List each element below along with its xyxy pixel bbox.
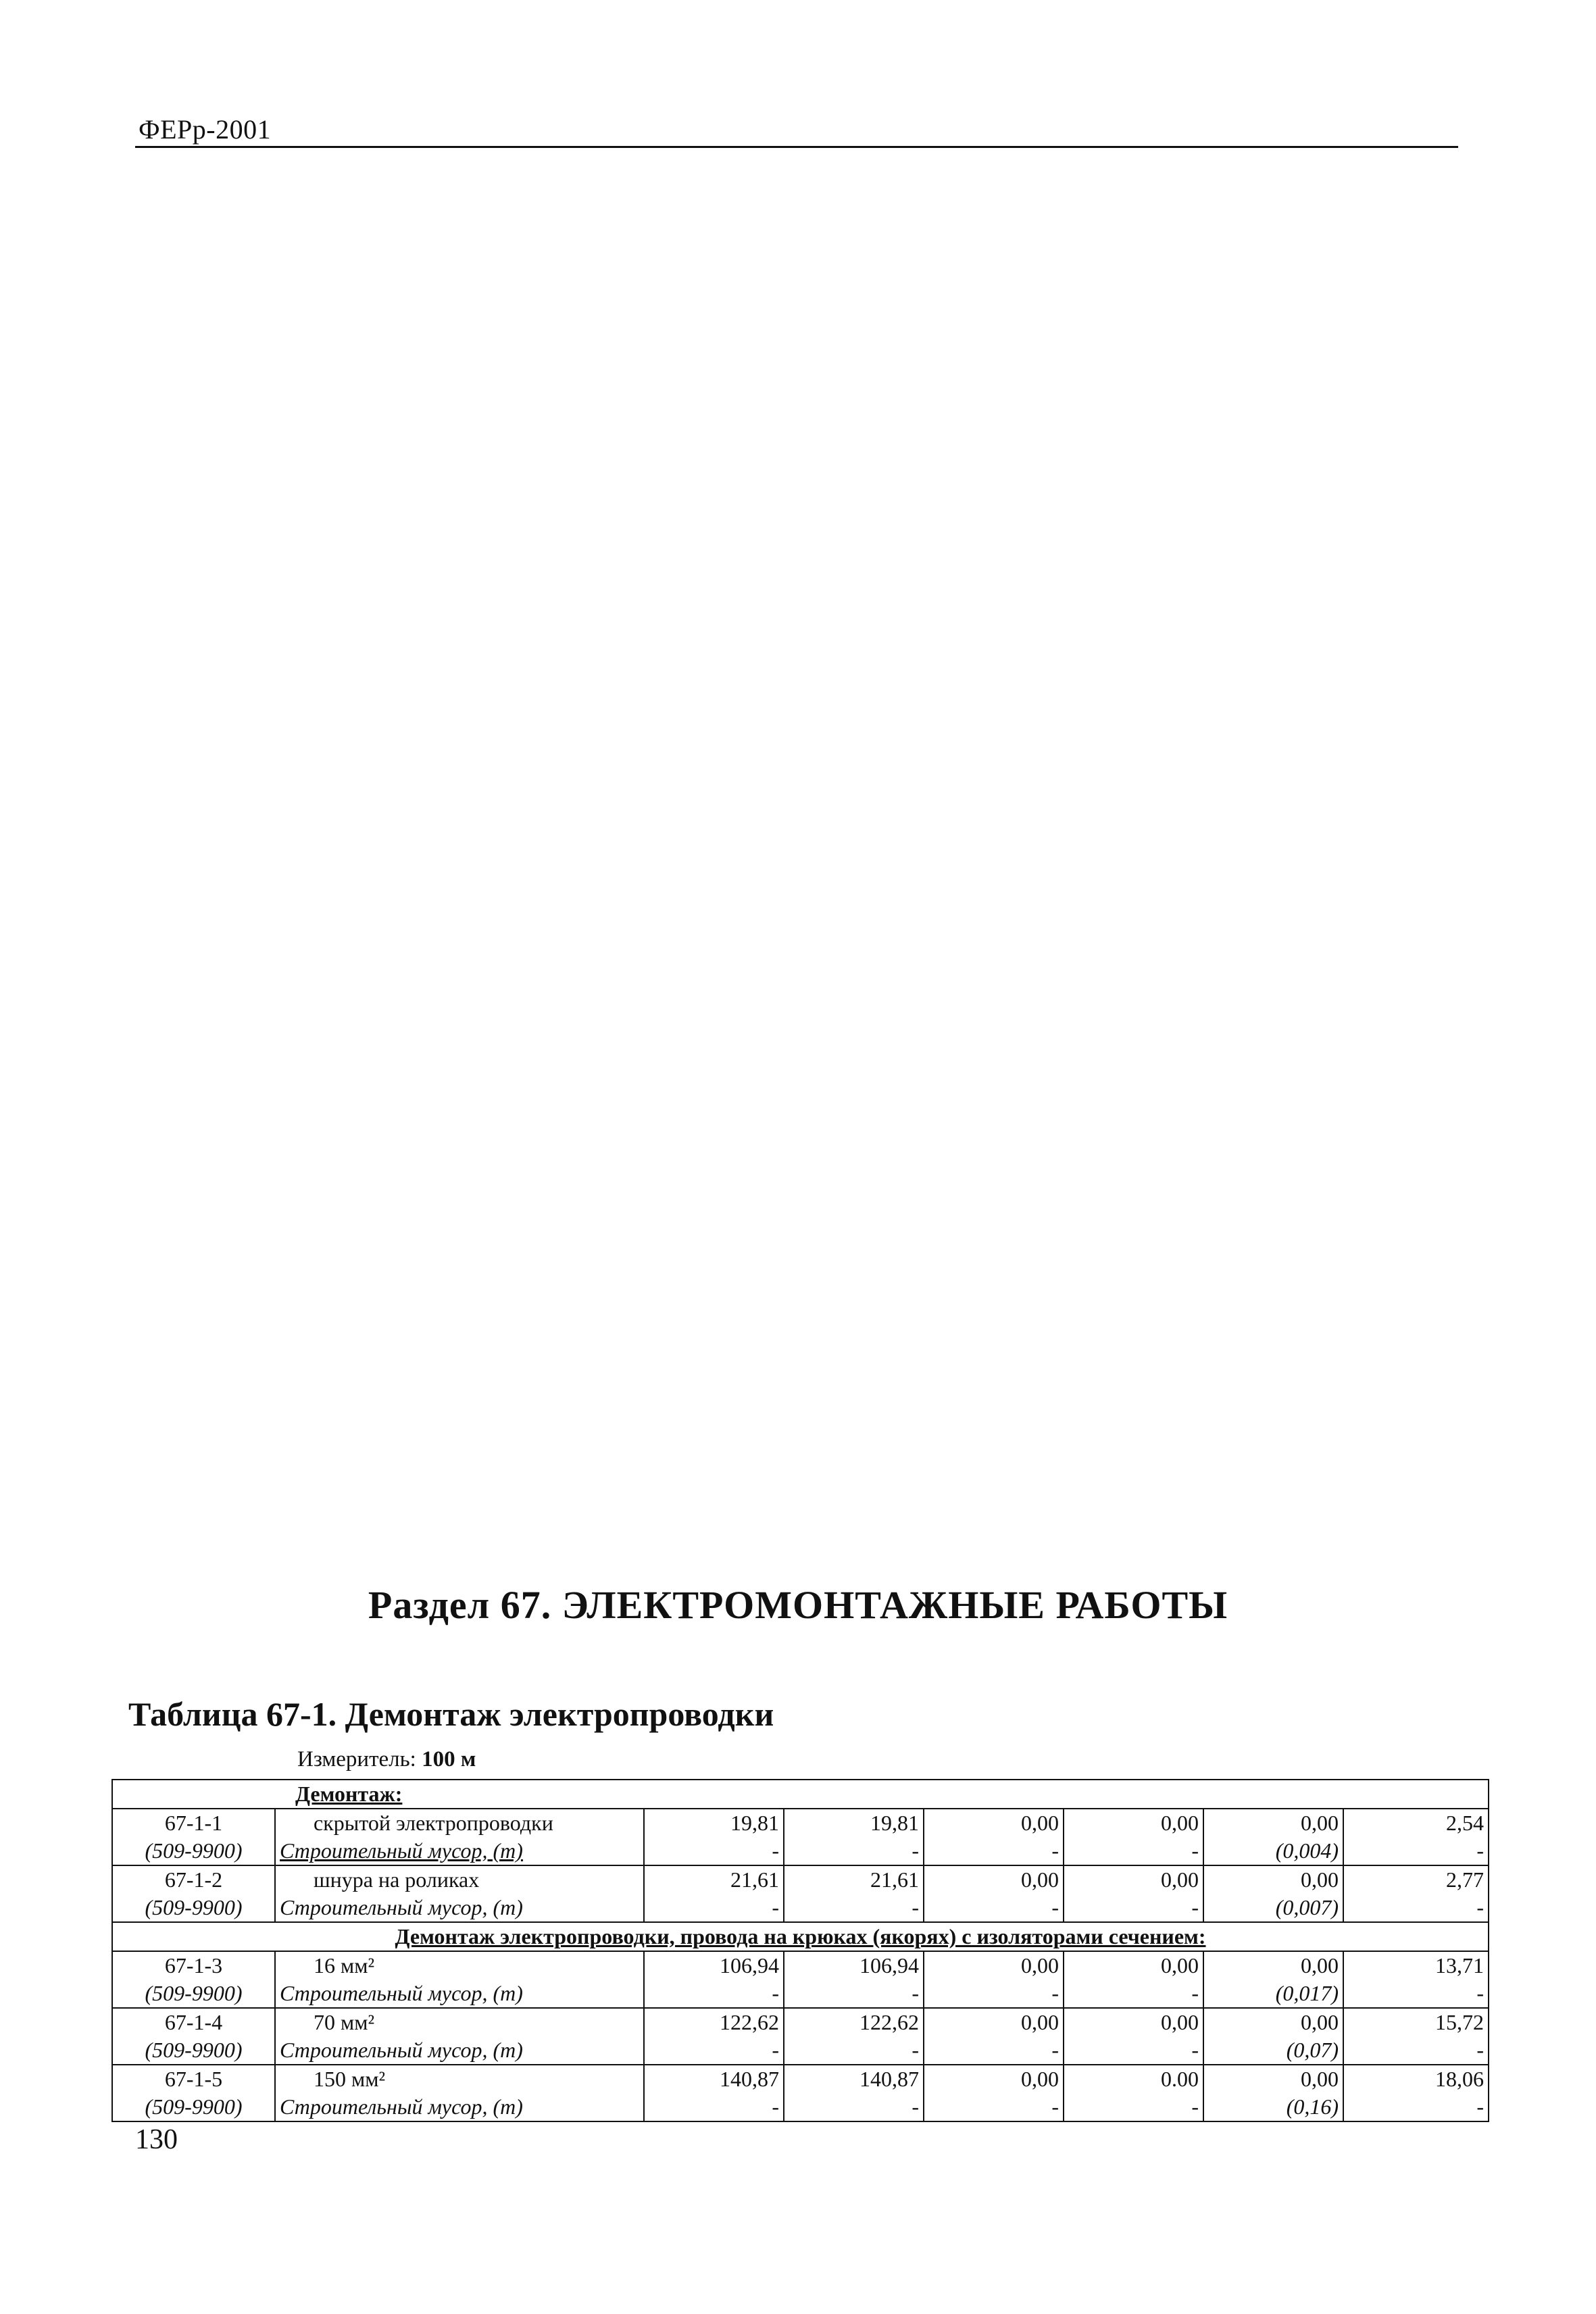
cell-value: - (1343, 1894, 1489, 1922)
cell-value: 0,00 (1203, 1951, 1343, 1980)
norm-name: 16 мм² (275, 1951, 644, 1980)
cell-value: 19,81 (644, 1809, 784, 1837)
table-subrow (112, 2093, 1489, 2121)
cell-value: 140,87 (784, 2065, 924, 2093)
cell-value: - (1343, 1980, 1489, 2008)
cell-value: 0,00 (1064, 1951, 1203, 1980)
resource-code: (509-9900) (112, 1837, 275, 1865)
group-heading: Демонтаж: (295, 1782, 403, 1806)
resource-code: (509-9900) (112, 1980, 275, 2008)
cell-value: 0,00 (1203, 2008, 1343, 2036)
cell-value: - (644, 1894, 784, 1922)
cell-value: - (1064, 1894, 1203, 1922)
cell-value: 0,00 (1064, 1809, 1203, 1837)
cell-value: 122,62 (784, 2008, 924, 2036)
table-row (112, 1951, 1489, 1980)
group-heading-row (112, 1922, 1489, 1951)
cell-value: (0,017) (1203, 1980, 1343, 2008)
cell-value: 122,62 (644, 2008, 784, 2036)
cell-value: - (1064, 2036, 1203, 2065)
resource-code: (509-9900) (112, 1894, 275, 1922)
cell-value: 13,71 (1343, 1951, 1489, 1980)
cell-value: 140,87 (644, 2065, 784, 2093)
section-title: Раздел 67. ЭЛЕКТРОМОНТАЖНЫЕ РАБОТЫ (368, 1583, 1228, 1627)
resource-name: Строительный мусор, (т) (275, 1894, 644, 1922)
cell-value: 0,00 (1203, 1865, 1343, 1894)
cell-value: - (924, 1980, 1064, 2008)
resource-name: Строительный мусор, (т) (275, 2093, 644, 2121)
table-title: Таблица 67-1. Демонтаж электропроводки (128, 1695, 774, 1733)
table-subrow (112, 2036, 1489, 2065)
cell-value: 0,00 (1203, 1809, 1343, 1837)
cell-value: 2,77 (1343, 1865, 1489, 1894)
norm-name: скрытой электропроводки (275, 1809, 644, 1837)
cell-value: 0,00 (924, 1809, 1064, 1837)
cell-value: - (1343, 2036, 1489, 2065)
cell-value: 2,54 (1343, 1809, 1489, 1837)
header-rule (135, 146, 1458, 148)
table-row (112, 1809, 1489, 1837)
cell-value: - (644, 2036, 784, 2065)
cell-value: (0,004) (1203, 1837, 1343, 1865)
cell-value: - (924, 2036, 1064, 2065)
cell-value: - (1064, 1980, 1203, 2008)
cell-value: (0,16) (1203, 2093, 1343, 2121)
cell-value: - (1064, 1837, 1203, 1865)
cell-value: - (644, 2093, 784, 2121)
table-subrow (112, 1837, 1489, 1865)
measure-label: Измеритель: (297, 1747, 416, 1771)
cell-value: (0,007) (1203, 1894, 1343, 1922)
norm-code: 67-1-1 (112, 1809, 275, 1837)
cell-value: 21,61 (644, 1865, 784, 1894)
group-heading: Демонтаж электропроводки, провода на крюках (якорях) с изоляторами сечением: (395, 1924, 1206, 1948)
cell-value: 0,00 (924, 1865, 1064, 1894)
measure-value: 100 м (422, 1747, 476, 1771)
cell-value: 0.00 (1064, 2065, 1203, 2093)
resource-name: Строительный мусор, (т) (275, 1837, 644, 1865)
norm-name: шнура на роликах (275, 1865, 644, 1894)
norm-code: 67-1-4 (112, 2008, 275, 2036)
norm-code: 67-1-5 (112, 2065, 275, 2093)
page-header-title: ФЕРр-2001 (139, 114, 272, 145)
cell-value: - (1064, 2093, 1203, 2121)
cell-value: 0,00 (1064, 2008, 1203, 2036)
table-subrow (112, 1980, 1489, 2008)
resource-name: Строительный мусор, (т) (275, 2036, 644, 2065)
norms-table (111, 1779, 1489, 2122)
cell-value: 0,00 (924, 2065, 1064, 2093)
norm-code: 67-1-3 (112, 1951, 275, 1980)
measure-line (297, 1747, 476, 1772)
group-heading-row (112, 1780, 1489, 1809)
cell-value: - (924, 1894, 1064, 1922)
norm-name: 70 мм² (275, 2008, 644, 2036)
table-row (112, 1865, 1489, 1894)
resource-code: (509-9900) (112, 2093, 275, 2121)
norm-code: 67-1-2 (112, 1865, 275, 1894)
cell-value: 18,06 (1343, 2065, 1489, 2093)
cell-value: 106,94 (644, 1951, 784, 1980)
cell-value: - (644, 1837, 784, 1865)
norm-name: 150 мм² (275, 2065, 644, 2093)
cell-value: - (784, 2036, 924, 2065)
cell-value: - (784, 1837, 924, 1865)
table-subrow (112, 1894, 1489, 1922)
resource-code: (509-9900) (112, 2036, 275, 2065)
cell-value: 0,00 (924, 2008, 1064, 2036)
table-row (112, 2065, 1489, 2093)
cell-value: - (1343, 2093, 1489, 2121)
cell-value: - (1343, 1837, 1489, 1865)
cell-value: - (644, 1980, 784, 2008)
cell-value: - (924, 2093, 1064, 2121)
cell-value: 0,00 (924, 1951, 1064, 1980)
resource-name: Строительный мусор, (т) (275, 1980, 644, 2008)
cell-value: 0,00 (1203, 2065, 1343, 2093)
cell-value: 19,81 (784, 1809, 924, 1837)
table-row (112, 2008, 1489, 2036)
cell-value: - (784, 1894, 924, 1922)
cell-value: (0,07) (1203, 2036, 1343, 2065)
cell-value: 106,94 (784, 1951, 924, 1980)
cell-value: - (784, 2093, 924, 2121)
page-number: 130 (135, 2124, 178, 2155)
cell-value: 15,72 (1343, 2008, 1489, 2036)
cell-value: 21,61 (784, 1865, 924, 1894)
cell-value: 0,00 (1064, 1865, 1203, 1894)
cell-value: - (924, 1837, 1064, 1865)
cell-value: - (784, 1980, 924, 2008)
